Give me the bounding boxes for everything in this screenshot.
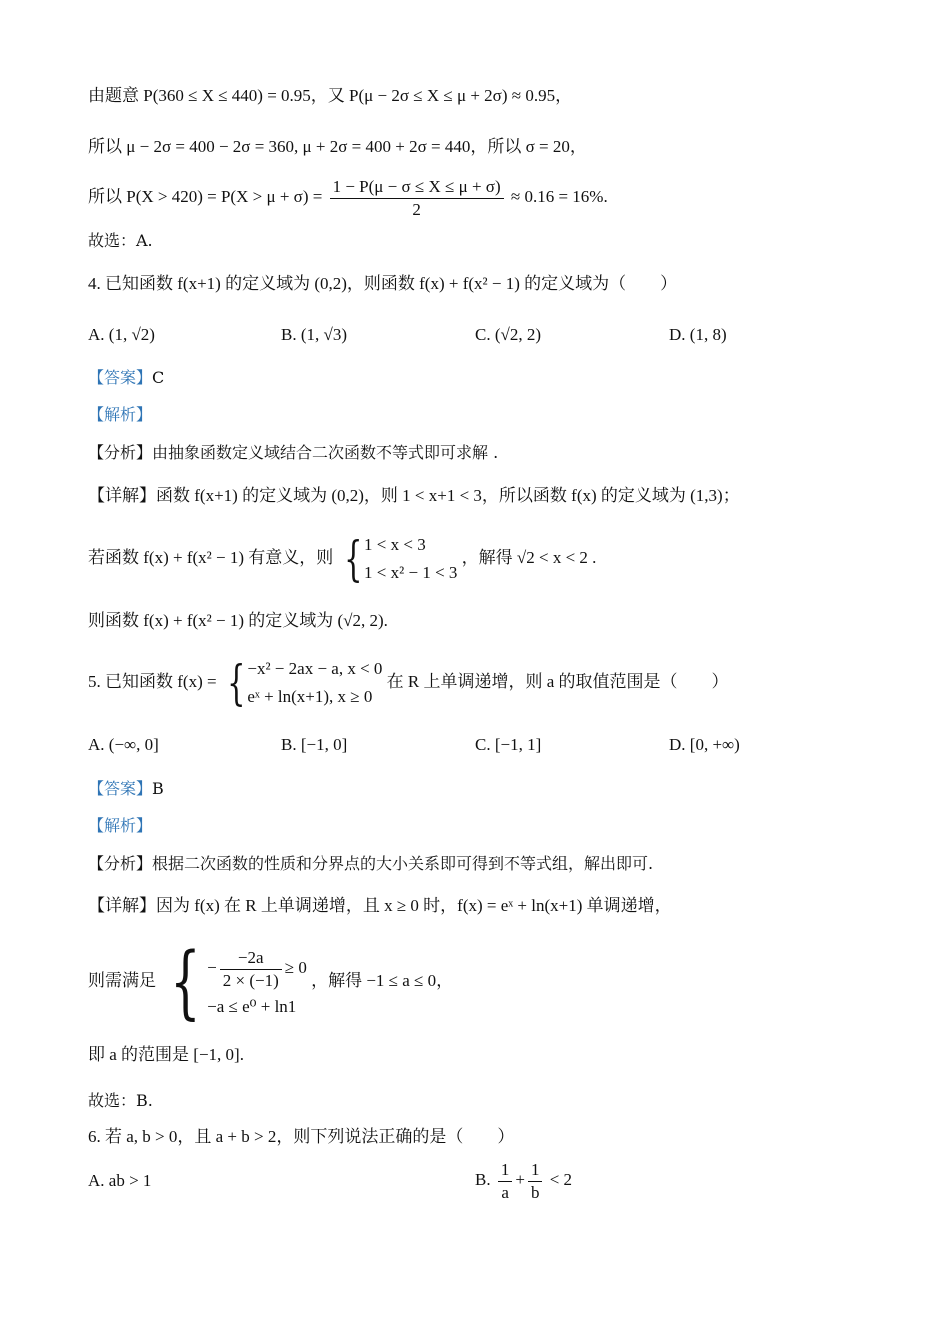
q5-option-b: B. [−1, 0] <box>281 735 348 754</box>
prev-solution-line1: 由题意 P(360 ≤ X ≤ 440) = 0.95，又 P(μ − 2σ ≤ X ≤ μ + 2σ) ≈ 0.95， <box>88 86 573 105</box>
prev-line3-post: ≈ 0.16 = 16%. <box>510 187 608 206</box>
q5-stem-pre: 5. 已知函数 f(x) = <box>88 672 217 691</box>
q4-system-line <box>88 528 596 588</box>
q5-fenxi: 根据二次函数的性质和分界点的大小关系即可得到不等式组，解出即可. <box>152 854 654 873</box>
left-brace-icon: { <box>226 655 246 712</box>
q5-need-post: ，解得 −1 ≤ a ≤ 0， <box>311 971 454 990</box>
q5-answer-tag: 【答案】 <box>88 779 153 798</box>
q6-optb-pre: B. <box>475 1170 491 1189</box>
q4-option-a: A. (1, √2) <box>88 325 155 344</box>
q5-condition1 <box>207 943 307 993</box>
q6-optb-f1-num: 1 <box>498 1159 513 1182</box>
q5-piecewise <box>221 655 383 711</box>
left-brace-icon: { <box>170 935 201 1029</box>
q5-piece1: −x² − 2ax − a, x < 0 <box>247 659 383 679</box>
q5-condition2: −a ≤ e⁰ + ln1 <box>207 997 297 1017</box>
q5-option-d: D. [0, +∞) <box>669 735 740 754</box>
prev-line3-fraction <box>330 176 504 221</box>
q6-optb-f2-num: 1 <box>528 1159 543 1182</box>
q5-conclusion: 故选：B. <box>88 1091 153 1110</box>
q4-answer-tag: 【答案】 <box>88 368 153 387</box>
q5-stem-post: 在 R 上单调递增，则 a 的取值范围是（ ） <box>386 672 729 691</box>
q4-option-d: D. (1, 8) <box>669 325 727 344</box>
prev-solution-line2: 所以 μ − 2σ = 400 − 2σ = 360, μ + 2σ = 400 + 2σ = 440，所以 σ = 20， <box>88 137 587 156</box>
q4-analysis-tag: 【解析】 <box>88 405 153 424</box>
q5-range: 即 a 的范围是 [−1, 0]. <box>88 1045 244 1064</box>
left-brace-icon: { <box>343 531 362 588</box>
q5-xiangjie: 因为 f(x) 在 R 上单调递增，且 x ≥ 0 时，f(x) = eˣ + ln(x+1) 单调递增， <box>156 896 672 915</box>
q5-answer-line <box>88 777 164 801</box>
q5-stem <box>88 652 729 712</box>
q5-need-pre: 则需满足 <box>88 971 156 990</box>
q5-cond1-denominator: 2 × (−1) <box>222 970 279 990</box>
q6-option-a: A. ab > 1 <box>88 1171 152 1190</box>
q4-xiangjie-tag: 【详解】 <box>88 486 156 505</box>
q5-cond1-post: ≥ 0 <box>284 958 307 978</box>
q5-xiangjie-line <box>88 894 672 918</box>
q5-answer: B <box>152 779 164 798</box>
q6-stem: 6. 若 a, b > 0，且 a + b > 2，则下列说法正确的是（ ） <box>88 1127 515 1146</box>
q6-optb-f2-den: b <box>530 1182 540 1202</box>
q4-system-row1: 1 < x < 3 <box>364 535 426 555</box>
q6-optb-plus: + <box>515 1170 525 1189</box>
q5-option-c: C. [−1, 1] <box>475 735 542 754</box>
q4-answer: C <box>152 368 165 387</box>
q4-option-c: C. (√2, 2) <box>475 325 541 344</box>
q4-system-pre: 若函数 f(x) + f(x² − 1) 有意义，则 <box>88 548 334 567</box>
prev-line3-denominator: 2 <box>412 199 421 219</box>
q5-fenxi-line <box>88 852 653 876</box>
q5-cond1-numerator: −2a <box>220 947 282 970</box>
prev-line3-pre: 所以 P(X > 420) = P(X > μ + σ) = <box>88 187 323 206</box>
q5-xiangjie-tag: 【详解】 <box>88 896 156 915</box>
q4-xiangjie: 函数 f(x+1) 的定义域为 (0,2)，则 1 < x+1 < 3，所以函数 f(x) 的定义域为 (1,3)； <box>156 486 740 505</box>
q5-piece2: eˣ + ln(x+1), x ≥ 0 <box>247 687 373 707</box>
q6-optb-post: < 2 <box>549 1170 573 1189</box>
q5-condition-line <box>88 935 454 1029</box>
prev-conclusion: 故选：A. <box>88 231 153 250</box>
prev-line3-numerator: 1 − P(μ − σ ≤ X ≤ μ + σ) <box>330 176 504 199</box>
q4-fenxi-line <box>88 441 498 465</box>
q4-answer-line <box>88 366 164 390</box>
q4-xiangjie-line <box>88 484 740 508</box>
q6-optb-fraction1 <box>498 1159 513 1204</box>
q5-analysis-tag: 【解析】 <box>88 816 153 835</box>
q4-option-b: B. (1, √3) <box>281 325 347 344</box>
q5-fenxi-tag: 【分析】 <box>88 854 153 873</box>
q5-condition-system <box>160 935 307 1029</box>
q4-system-post: ，解得 √2 < x < 2 . <box>461 548 597 567</box>
q4-stem: 4. 已知函数 f(x+1) 的定义域为 (0,2)，则函数 f(x) + f(x² − 1) 的定义域为（ ） <box>88 274 678 293</box>
prev-solution-line3 <box>88 173 608 221</box>
q6-optb-fraction2 <box>528 1159 543 1204</box>
q5-cond1-pre: − <box>207 958 217 978</box>
q4-fenxi-tag: 【分析】 <box>88 443 153 462</box>
q6-optb-f1-den: a <box>501 1182 509 1202</box>
q5-cond1-fraction <box>220 947 282 992</box>
q4-fenxi: 由抽象函数定义域结合二次函数不等式即可求解 . <box>152 443 499 462</box>
q4-final: 则函数 f(x) + f(x² − 1) 的定义域为 (√2, 2). <box>88 611 388 630</box>
q6-option-b <box>475 1156 572 1204</box>
q5-option-a: A. (−∞, 0] <box>88 735 159 754</box>
q4-system-row2: 1 < x² − 1 < 3 <box>364 563 458 583</box>
q4-inequality-system <box>338 531 458 587</box>
